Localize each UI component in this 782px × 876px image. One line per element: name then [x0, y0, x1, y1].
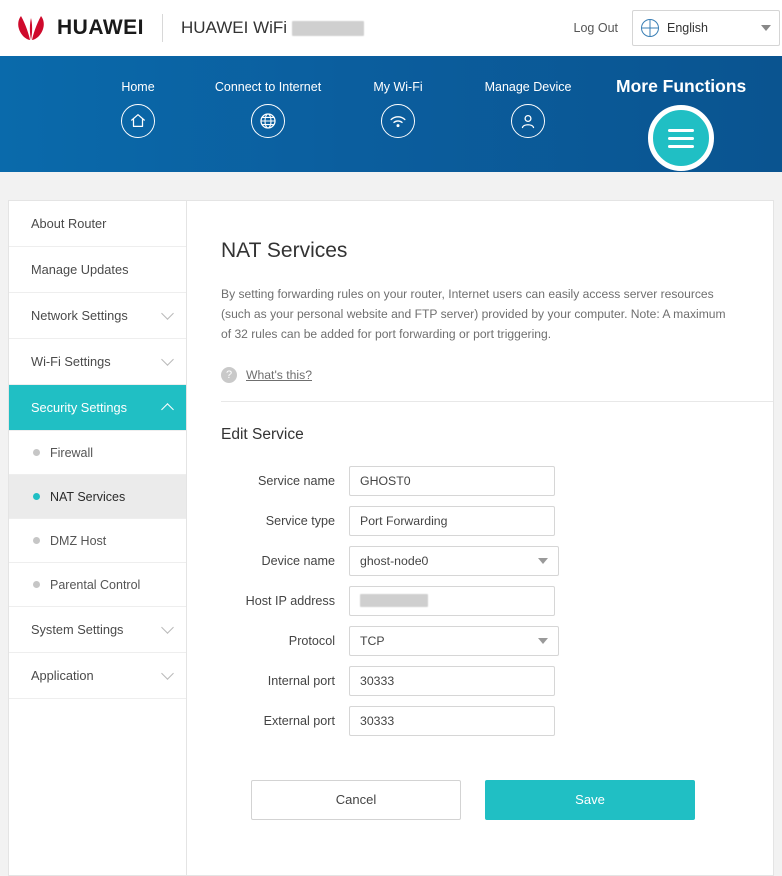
sidebar-item-application[interactable]	[9, 653, 186, 699]
nav-item-manage-device[interactable]	[486, 56, 570, 138]
sidebar-item-label: Parental Control	[50, 577, 141, 592]
globe-icon	[641, 19, 659, 37]
bullet-icon	[33, 581, 40, 588]
field-label: Service type	[265, 513, 335, 528]
bullet-icon	[33, 537, 40, 544]
field-label: Service name	[258, 473, 335, 488]
form-row-service-name	[221, 466, 739, 496]
protocol-select[interactable]	[349, 626, 559, 656]
sidebar-item-label: About Router	[31, 216, 107, 231]
host-ip-redacted	[360, 594, 428, 607]
form-row-host-ip-address	[221, 586, 739, 616]
sidebar-item-network-settings[interactable]	[9, 293, 186, 339]
field-label: Protocol	[288, 633, 335, 648]
main-navigation	[0, 56, 782, 172]
field-value: 30333	[360, 713, 395, 728]
nav-label: Home	[121, 80, 155, 94]
huawei-logo	[14, 15, 144, 41]
sidebar-item-label: Network Settings	[31, 308, 128, 323]
nav-label: My Wi-Fi	[373, 80, 423, 94]
nav-label: Connect to Internet	[214, 80, 322, 94]
sidebar-item-firewall[interactable]	[9, 431, 186, 475]
page-description: By setting forwarding rules on your router, Internet users can easily access server resources (such as your personal website and FTP server) provided by your computer. Note: A maximum of 32 rules can be added for port forwarding or port triggering.	[221, 287, 726, 341]
divider	[162, 14, 163, 42]
chevron-down-icon	[161, 667, 174, 680]
sidebar-item-dmz-host[interactable]	[9, 519, 186, 563]
sidebar-item-label: Manage Updates	[31, 262, 129, 277]
sidebar	[8, 200, 186, 876]
wifi-icon	[381, 104, 415, 138]
host-ip-address-input[interactable]	[349, 586, 555, 616]
page-title: NAT Services	[221, 239, 348, 262]
bullet-icon	[33, 449, 40, 456]
content-panel	[186, 200, 774, 876]
form-row-internal-port	[221, 666, 739, 696]
chevron-down-icon	[161, 353, 174, 366]
field-value: GHOST0	[360, 473, 411, 488]
form-row-protocol	[221, 626, 739, 656]
user-icon	[511, 104, 545, 138]
sidebar-item-about-router[interactable]	[9, 201, 186, 247]
field-label: External port	[263, 713, 335, 728]
nav-item-home[interactable]	[96, 56, 180, 138]
device-name-select[interactable]	[349, 546, 559, 576]
nav-label: More Functions	[616, 76, 747, 96]
nav-item-connect-to-internet[interactable]	[214, 56, 322, 138]
globe-icon	[251, 104, 285, 138]
chevron-down-icon	[538, 638, 548, 644]
sidebar-item-label: Application	[31, 668, 94, 683]
top-bar	[0, 0, 782, 56]
form-row-service-type	[221, 506, 739, 536]
bullet-icon	[33, 493, 40, 500]
chevron-down-icon	[161, 307, 174, 320]
service-name-input[interactable]	[349, 466, 555, 496]
sidebar-item-label: System Settings	[31, 622, 124, 637]
chevron-down-icon	[761, 25, 771, 31]
section-title: Edit Service	[221, 425, 304, 443]
logout-button[interactable]: Log Out	[573, 21, 618, 35]
form-row-external-port	[221, 706, 739, 736]
top-bar-right	[574, 0, 782, 56]
device-title-text: HUAWEI WiFi	[181, 18, 288, 37]
sidebar-item-parental-control[interactable]	[9, 563, 186, 607]
huawei-flower-icon	[14, 15, 48, 41]
save-button[interactable]: Save	[485, 780, 695, 820]
whats-this-link-row	[221, 367, 739, 383]
section-divider	[221, 401, 773, 402]
sidebar-item-wifi-settings[interactable]	[9, 339, 186, 385]
help-icon: ?	[221, 367, 237, 383]
sidebar-item-label: Security Settings	[31, 400, 128, 415]
form-actions	[221, 780, 739, 820]
sidebar-item-label: Wi-Fi Settings	[31, 354, 111, 369]
sidebar-item-label: DMZ Host	[50, 533, 107, 548]
field-label: Host IP address	[245, 593, 335, 608]
chevron-down-icon	[161, 621, 174, 634]
sidebar-item-label: NAT Services	[50, 489, 126, 504]
field-value: TCP	[360, 633, 385, 648]
device-title	[181, 18, 364, 38]
chevron-up-icon	[161, 403, 174, 416]
field-value: 30333	[360, 673, 395, 688]
field-label: Internal port	[267, 673, 335, 688]
sidebar-item-label: Firewall	[50, 445, 94, 460]
page-body	[0, 172, 782, 876]
nav-item-more-functions[interactable]	[616, 56, 746, 171]
language-selector[interactable]	[632, 10, 780, 46]
nav-label: Manage Device	[484, 80, 572, 94]
chevron-down-icon	[538, 558, 548, 564]
service-type-input[interactable]	[349, 506, 555, 536]
sidebar-item-nat-services[interactable]	[9, 475, 186, 519]
nav-item-my-wifi[interactable]	[356, 56, 440, 138]
field-value: ghost-node0	[360, 553, 429, 568]
language-label: English	[667, 21, 708, 35]
sidebar-item-security-settings[interactable]	[9, 385, 186, 431]
internal-port-input[interactable]	[349, 666, 555, 696]
device-model-redacted	[292, 21, 364, 36]
hamburger-icon	[648, 105, 714, 171]
field-label: Device name	[261, 553, 335, 568]
brand-text: HUAWEI	[57, 16, 144, 39]
cancel-button[interactable]: Cancel	[251, 780, 461, 820]
whats-this-link[interactable]: What's this?	[246, 367, 312, 382]
sidebar-item-manage-updates[interactable]	[9, 247, 186, 293]
external-port-input[interactable]	[349, 706, 555, 736]
home-icon	[121, 104, 155, 138]
form-row-device-name	[221, 546, 739, 576]
field-value: Port Forwarding	[360, 513, 448, 528]
sidebar-item-system-settings[interactable]	[9, 607, 186, 653]
